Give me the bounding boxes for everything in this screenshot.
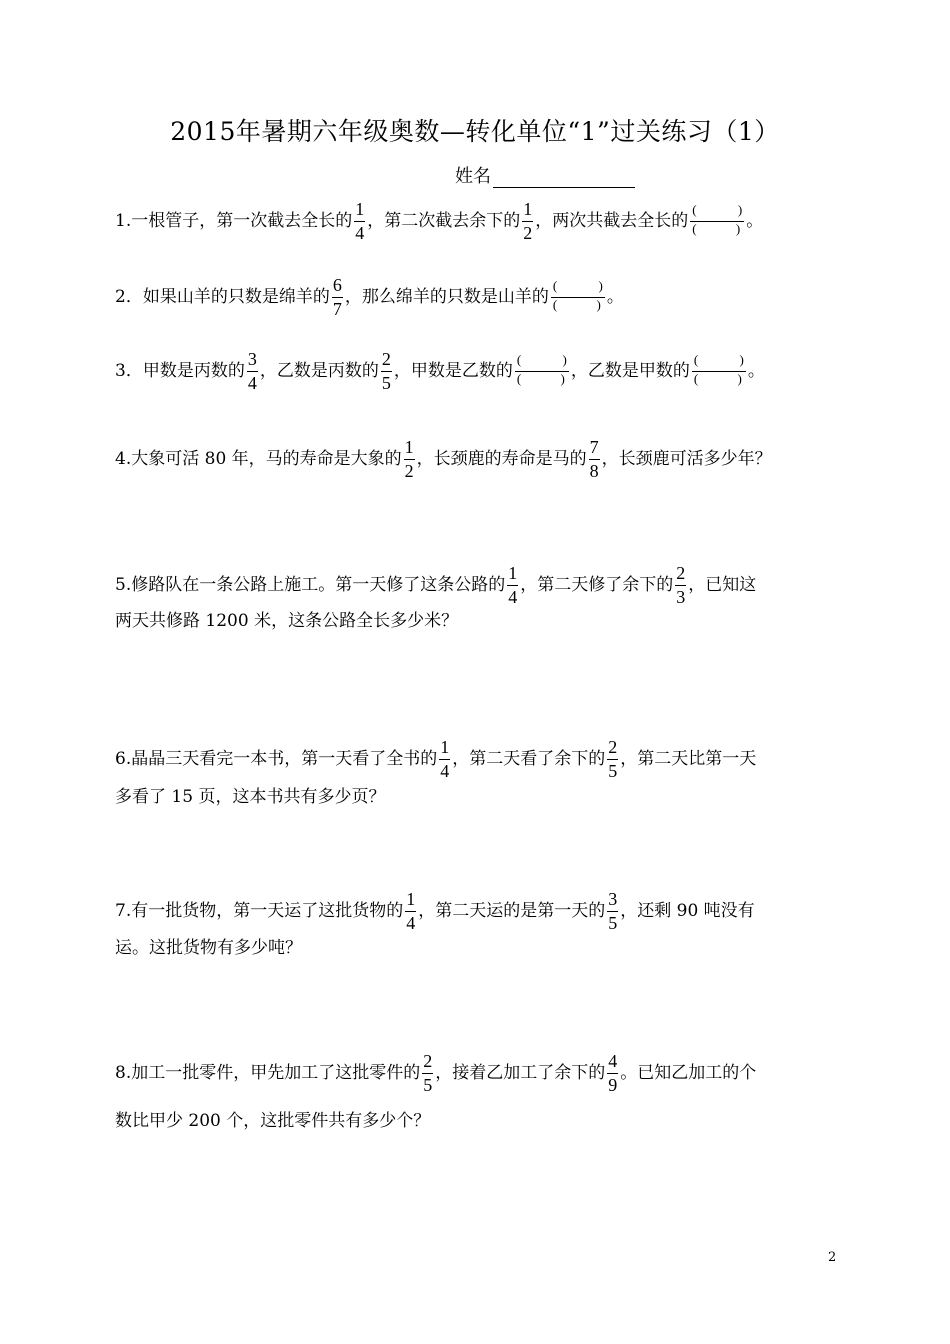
problem-3-text-c: ，甲数是乙数的 <box>393 360 513 381</box>
denominator: 5 <box>381 372 391 393</box>
problem-5-line-2: 两天共修路 1200 米，这条公路全长多少米？ <box>115 611 459 631</box>
numerator: 2 <box>381 350 392 372</box>
problem-7-line-2: 运。这批货物有多少吨？ <box>115 938 302 958</box>
fraction <box>607 890 618 933</box>
fraction <box>381 350 392 393</box>
numerator: 3 <box>247 350 258 372</box>
numerator: 1 <box>439 738 450 760</box>
paren-open: ( <box>516 370 522 386</box>
paren-open: ( <box>552 277 558 293</box>
problem-4-text-b: ，长颈鹿的寿命是马的 <box>416 448 587 469</box>
problem-8-text-b: ，接着乙加工了余下的 <box>435 1062 606 1083</box>
paren-open: ( <box>516 351 522 367</box>
problem-7-text-b: ，第二天运的是第一天的 <box>418 900 606 921</box>
numerator: 6 <box>332 276 343 298</box>
fraction <box>522 200 533 243</box>
period: 。 <box>606 286 624 307</box>
paren-open: ( <box>692 201 697 217</box>
answer-blank[interactable] <box>690 203 744 240</box>
answer-blank[interactable] <box>515 353 569 390</box>
fraction <box>404 438 415 481</box>
problem-5-text-c: ，已知这 <box>688 574 757 595</box>
name-blank-line[interactable] <box>493 165 635 188</box>
paren-close: ) <box>737 201 743 217</box>
numerator: 1 <box>405 890 416 912</box>
denominator: 4 <box>440 760 450 781</box>
denominator: 7 <box>332 298 342 319</box>
numerator: 1 <box>522 200 533 222</box>
problem-5 <box>115 564 840 607</box>
denominator: 4 <box>355 222 365 243</box>
fraction <box>332 276 343 319</box>
numerator: 2 <box>422 1052 433 1074</box>
problem-2 <box>115 276 840 319</box>
denominator: 2 <box>404 460 414 481</box>
fraction <box>675 564 686 607</box>
period: 。 <box>746 210 764 231</box>
problem-6-text-b: ，第二天看了余下的 <box>452 748 606 769</box>
problem-8 <box>115 1052 840 1095</box>
problem-6-text-c: ，第二天比第一天 <box>620 748 757 769</box>
denominator: 3 <box>676 586 686 607</box>
paren-close: ) <box>598 277 603 293</box>
fraction <box>439 738 450 781</box>
problem-8-line-2: 数比甲少 200 个，这批零件共有多少个？ <box>115 1111 431 1131</box>
fraction <box>607 1052 618 1095</box>
numerator: 2 <box>607 738 618 760</box>
problem-5-text-a: 5.修路队在一条公路上施工。第一天修了这条公路的 <box>115 574 506 595</box>
paren-open: ( <box>692 220 697 236</box>
name-label: 姓名 <box>455 166 491 187</box>
problem-3-text-b: ，乙数是丙数的 <box>259 360 379 381</box>
problem-7-text-a: 7.有一批货物，第一天运了这批货物的 <box>115 900 404 921</box>
problem-7-text-c: ，还剩 90 吨没有 <box>620 900 755 921</box>
paren-open: ( <box>552 296 558 312</box>
numerator: 1 <box>507 564 518 586</box>
denominator: 4 <box>406 912 416 933</box>
denominator: 5 <box>608 760 618 781</box>
numerator: 2 <box>675 564 686 586</box>
fraction <box>247 350 258 393</box>
paren-open: ( <box>693 370 699 386</box>
denominator: 2 <box>523 222 533 243</box>
numerator: 1 <box>354 200 365 222</box>
problem-3 <box>115 350 840 393</box>
problem-1 <box>115 200 840 243</box>
paren-close: ) <box>737 370 742 386</box>
problem-6-text-a: 6.晶晶三天看完一本书，第一天看了全书的 <box>115 748 438 769</box>
worksheet-title: 2015年暑期六年级奥数—转化单位“1”过关练习（1） <box>170 117 780 146</box>
problem-4-text-c: ，长颈鹿可活多少年？ <box>601 448 772 469</box>
problem-2-text-b: ，那么绵羊的只数是山羊的 <box>344 286 549 307</box>
paren-open: ( <box>693 351 699 367</box>
paren-close: ) <box>596 296 601 312</box>
problem-1-text-a: 1.一根管子，第一次截去全长的 <box>115 210 353 231</box>
fraction <box>422 1052 433 1095</box>
name-field <box>455 162 635 188</box>
denominator: 8 <box>589 460 599 481</box>
problem-4 <box>115 438 840 481</box>
problem-1-text-c: ，两次共截去全长的 <box>535 210 689 231</box>
problem-5-text-b: ，第二天修了余下的 <box>520 574 674 595</box>
problem-6 <box>115 738 840 781</box>
fraction <box>405 890 416 933</box>
denominator: 9 <box>608 1074 618 1095</box>
problem-8-text-a: 8.加工一批零件，甲先加工了这批零件的 <box>115 1062 421 1083</box>
answer-blank[interactable] <box>692 353 746 390</box>
problem-4-text-a: 4.大象可活 80 年，马的寿命是大象的 <box>115 448 402 469</box>
denominator: 4 <box>247 372 257 393</box>
denominator: 5 <box>423 1074 433 1095</box>
problem-6-line-2: 多看了 15 页，这本书共有多少页？ <box>115 787 386 807</box>
numerator: 3 <box>607 890 618 912</box>
problem-3-text-d: ，乙数是甲数的 <box>570 360 690 381</box>
problem-3-text-a: 3．甲数是丙数的 <box>115 360 245 381</box>
paren-close: ) <box>735 220 741 236</box>
fraction <box>607 738 618 781</box>
problem-2-text-a: 2．如果山羊的只数是绵羊的 <box>115 286 330 307</box>
numerator: 4 <box>607 1052 618 1074</box>
paren-close: ) <box>560 370 565 386</box>
numerator: 1 <box>404 438 415 460</box>
period: 。 <box>747 360 765 381</box>
answer-blank[interactable] <box>551 279 605 316</box>
paren-close: ) <box>562 351 567 367</box>
problem-7 <box>115 890 840 933</box>
fraction <box>507 564 518 607</box>
paren-close: ) <box>739 351 744 367</box>
page-number: 2 <box>828 1250 837 1265</box>
problem-1-text-b: ，第二次截去余下的 <box>367 210 521 231</box>
denominator: 4 <box>508 586 518 607</box>
fraction <box>589 438 600 481</box>
fraction <box>354 200 365 243</box>
problem-8-text-c: 。已知乙加工的个 <box>620 1062 757 1083</box>
numerator: 7 <box>589 438 600 460</box>
denominator: 5 <box>608 912 618 933</box>
